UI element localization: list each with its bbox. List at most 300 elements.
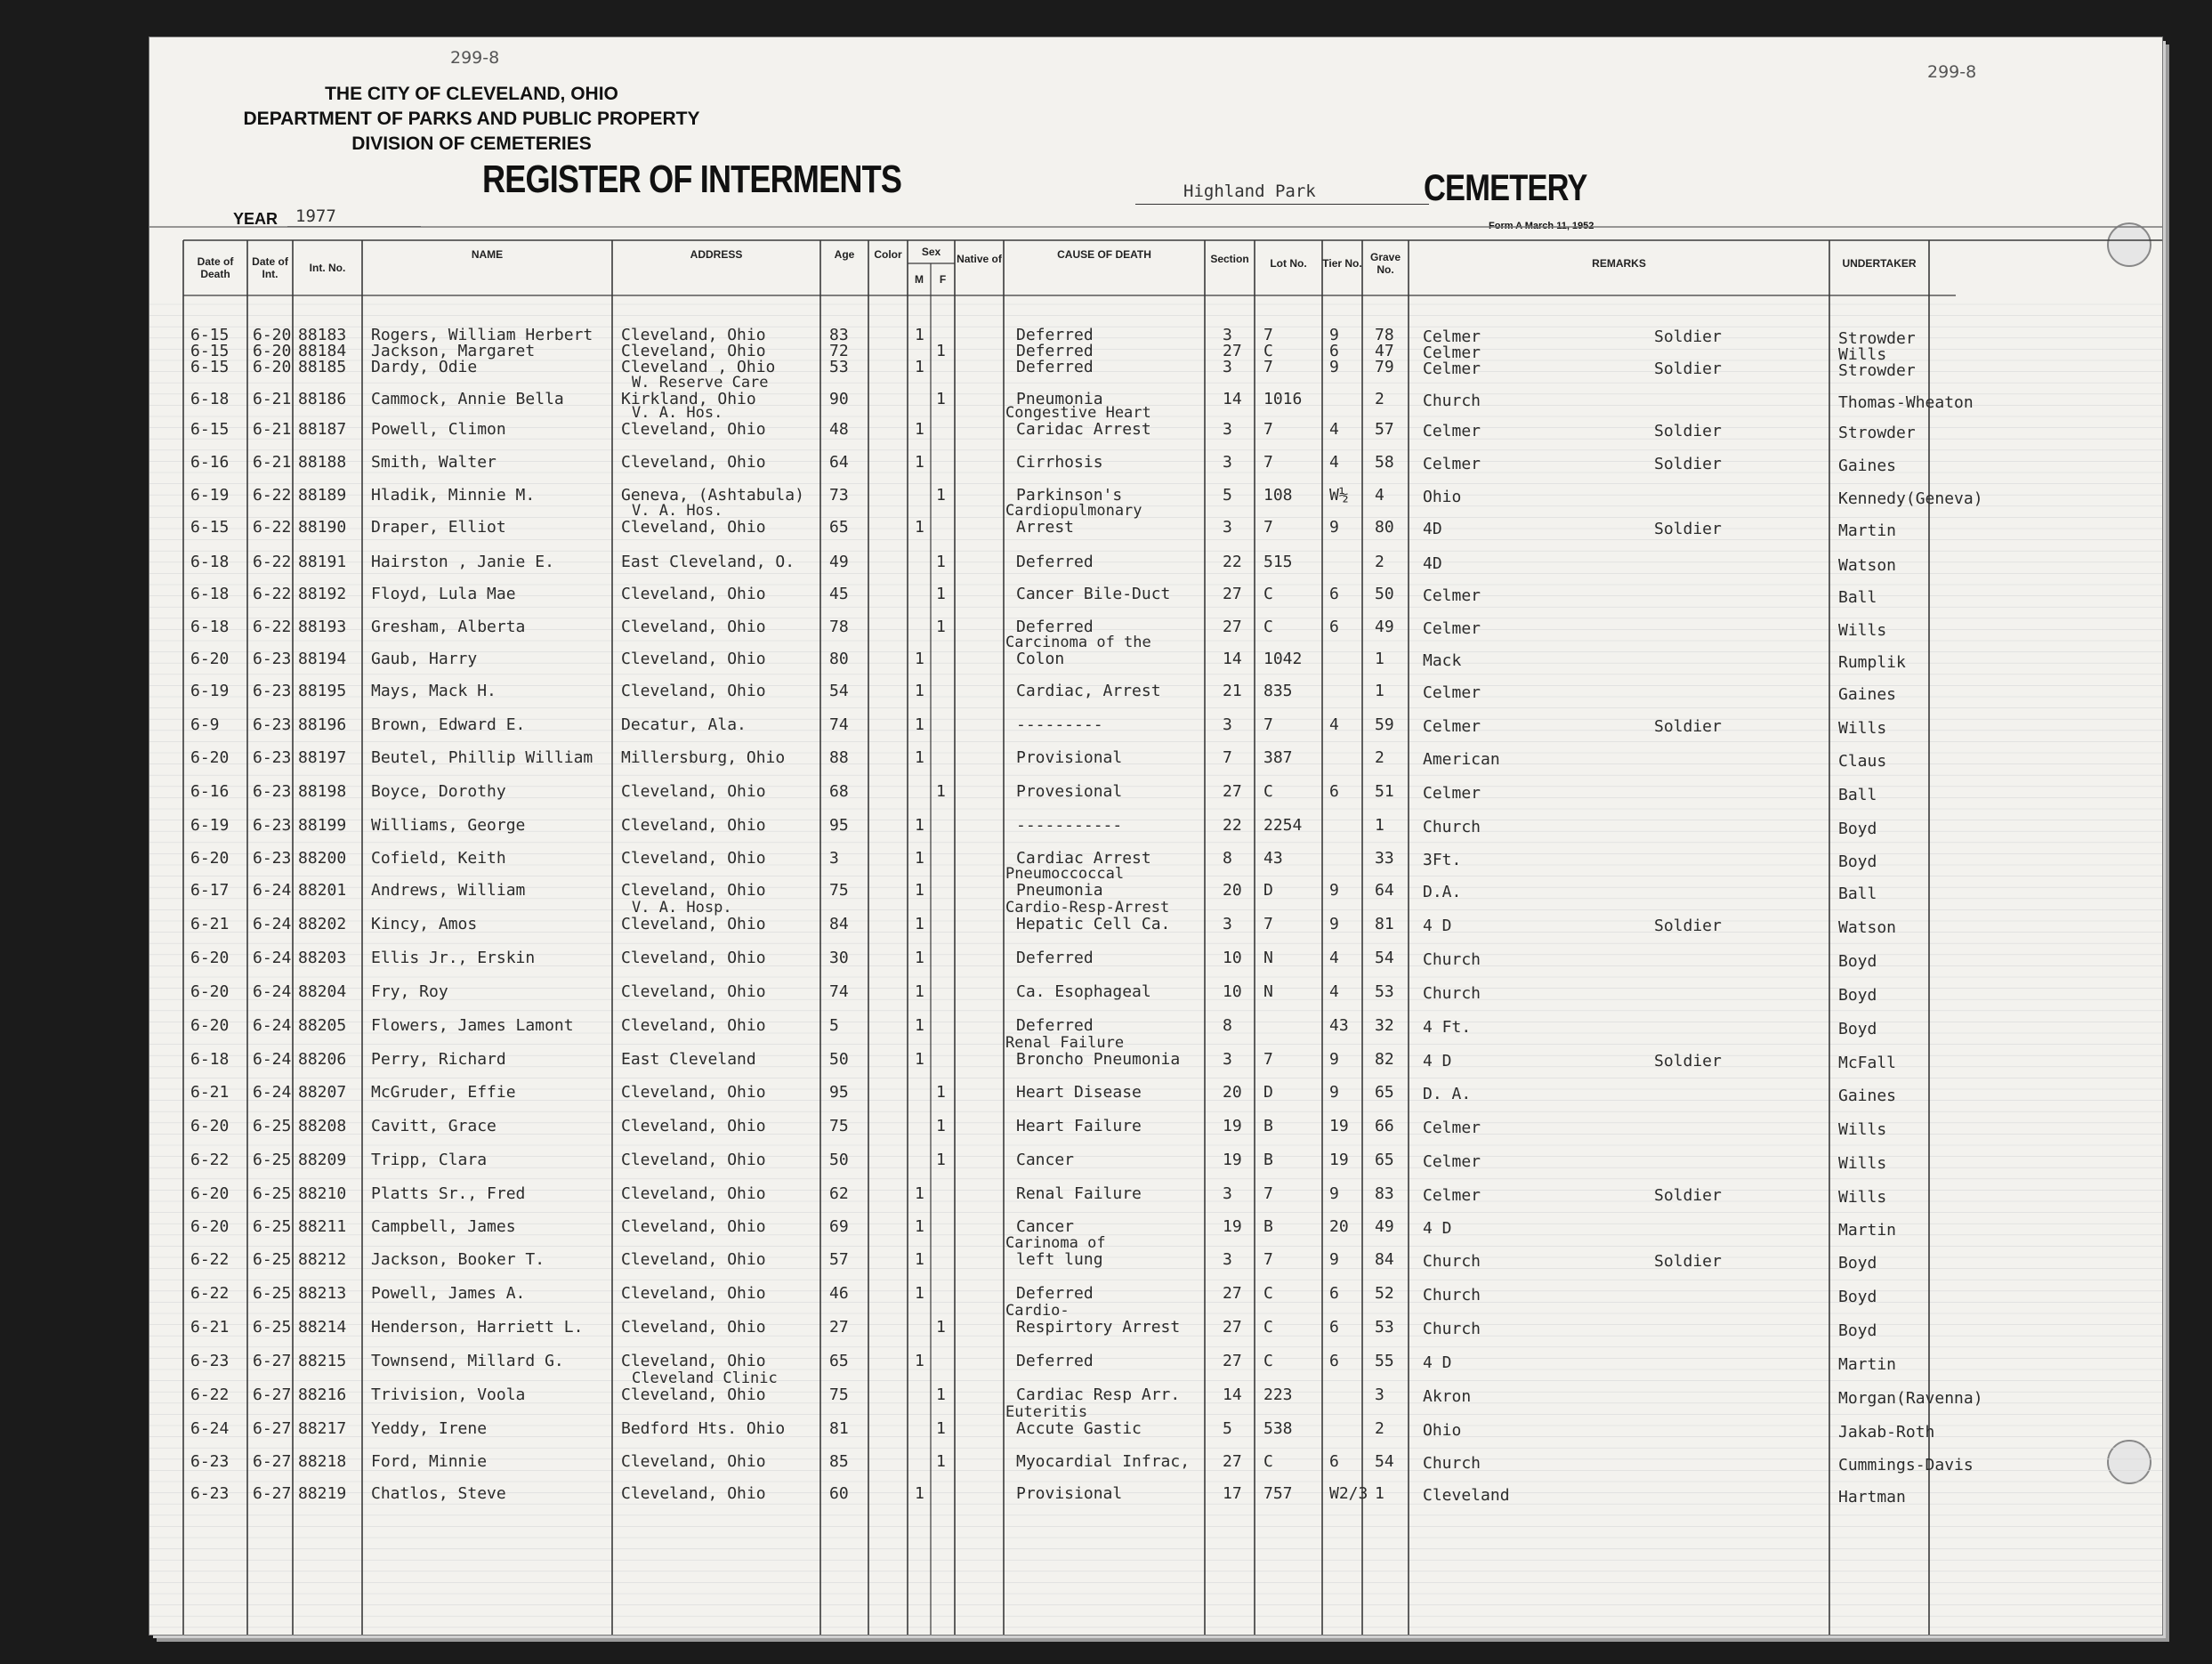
tier-number: 9 xyxy=(1329,1184,1339,1203)
date-of-death: 6-22 xyxy=(190,1250,230,1269)
remarks-location: Celmer xyxy=(1423,455,1481,473)
lot-number: N xyxy=(1263,982,1273,1001)
remarks-location: Mack xyxy=(1423,651,1462,670)
date-of-death: 6-21 xyxy=(190,1083,230,1102)
tier-number: 9 xyxy=(1329,1083,1339,1102)
remarks-location: Celmer xyxy=(1423,717,1481,736)
grave-number: 59 xyxy=(1375,715,1394,734)
cause-of-death: Ca. Esophageal xyxy=(1016,982,1151,1001)
date-of-death: 6-19 xyxy=(190,486,230,505)
deceased-name: Kincy, Amos xyxy=(371,915,478,933)
date-of-interment: 6-27 xyxy=(253,1452,292,1471)
remarks-soldier: Soldier xyxy=(1654,455,1722,473)
undertaker: Gaines xyxy=(1838,685,1897,704)
lot-number: 835 xyxy=(1263,682,1293,700)
header-date-of-interment: Date of Int. xyxy=(252,255,288,280)
undertaker: Boyd xyxy=(1838,952,1877,971)
date-of-death: 6-23 xyxy=(190,1352,230,1370)
sex-female-mark: 1 xyxy=(936,390,946,408)
cause-of-death: Cancer xyxy=(1016,1151,1075,1169)
remarks-location: 4 Ft. xyxy=(1423,1018,1472,1037)
grave-number: 49 xyxy=(1375,1217,1394,1236)
interment-number: 88192 xyxy=(298,585,347,603)
address: Cleveland, Ohio xyxy=(621,849,766,868)
section: 3 xyxy=(1223,1050,1232,1069)
undertaker: Martin xyxy=(1838,521,1897,540)
undertaker: Boyd xyxy=(1838,1321,1877,1340)
date-of-interment: 6-23 xyxy=(253,816,292,835)
address: Cleveland , Ohio xyxy=(621,358,776,376)
address: Cleveland, Ohio xyxy=(621,1284,766,1303)
date-of-death: 6-23 xyxy=(190,1484,230,1503)
cause-of-death: Renal Failure xyxy=(1016,1184,1142,1203)
header-lot-number: Lot No. xyxy=(1270,257,1307,270)
date-of-interment: 6-25 xyxy=(253,1184,292,1203)
cause-of-death: left lung xyxy=(1016,1250,1103,1269)
header-sex: Sex xyxy=(921,246,941,258)
grave-number: 57 xyxy=(1375,420,1394,439)
undertaker: Strowder xyxy=(1838,361,1916,380)
address: Geneva, (Ashtabula) xyxy=(621,486,804,505)
header-tier-number: Tier No. xyxy=(1322,257,1362,270)
date-of-interment: 6-24 xyxy=(253,881,292,900)
undertaker: Gaines xyxy=(1838,456,1897,475)
lot-number: 7 xyxy=(1263,915,1273,933)
undertaker: Cummings-Davis xyxy=(1838,1456,1974,1474)
date-of-interment: 6-21 xyxy=(253,390,292,408)
deceased-name: Townsend, Millard G. xyxy=(371,1352,564,1370)
sex-female-mark: 1 xyxy=(936,585,946,603)
deceased-name: Williams, George xyxy=(371,816,526,835)
cause-of-death: Respirtory Arrest xyxy=(1016,1318,1181,1337)
deceased-name: Henderson, Harriett L. xyxy=(371,1318,584,1337)
cause-of-death: Deferred xyxy=(1016,553,1094,571)
remarks-location: Celmer xyxy=(1423,422,1481,440)
date-of-interment: 6-24 xyxy=(253,915,292,933)
undertaker: Wills xyxy=(1838,1120,1887,1139)
deceased-name: Cammock, Annie Bella xyxy=(371,390,564,408)
remarks-soldier: Soldier xyxy=(1654,327,1722,346)
lot-number: 7 xyxy=(1263,420,1273,439)
undertaker: Wills xyxy=(1838,621,1887,640)
date-of-interment: 6-27 xyxy=(253,1352,292,1370)
date-of-death: 6-17 xyxy=(190,881,230,900)
section: 3 xyxy=(1223,1184,1232,1203)
date-of-death: 6-24 xyxy=(190,1419,230,1438)
undertaker: Claus xyxy=(1838,752,1887,771)
cause-of-death: Cardiac Arrest xyxy=(1016,849,1151,868)
age: 60 xyxy=(829,1484,849,1503)
grave-number: 65 xyxy=(1375,1151,1394,1169)
deceased-name: Gresham, Alberta xyxy=(371,618,526,636)
section: 19 xyxy=(1223,1117,1242,1135)
address-institution: V. A. Hos. xyxy=(632,502,723,520)
deceased-name: Andrews, William xyxy=(371,881,526,900)
date-of-death: 6-18 xyxy=(190,618,230,636)
address: Cleveland, Ohio xyxy=(621,1484,766,1503)
age: 74 xyxy=(829,715,849,734)
grave-number: 64 xyxy=(1375,881,1394,900)
undertaker: Wills xyxy=(1838,1154,1887,1173)
lot-number: 7 xyxy=(1263,1184,1273,1203)
sex-female-mark: 1 xyxy=(936,1318,946,1337)
deceased-name: Boyce, Dorothy xyxy=(371,782,506,801)
grave-number: 66 xyxy=(1375,1117,1394,1135)
cause-of-death: Caridac Arrest xyxy=(1016,420,1151,439)
interment-number: 88194 xyxy=(298,650,347,668)
undertaker: Wills xyxy=(1838,1188,1887,1207)
lot-number: 7 xyxy=(1263,518,1273,537)
undertaker: Rumplik xyxy=(1838,653,1906,672)
lot-number: D xyxy=(1263,1083,1273,1102)
date-of-interment: 6-20 xyxy=(253,358,292,376)
cause-of-death: Pneumonia xyxy=(1016,881,1103,900)
date-of-interment: 6-25 xyxy=(253,1284,292,1303)
interment-number: 88207 xyxy=(298,1083,347,1102)
remarks-location: Cleveland xyxy=(1423,1486,1510,1505)
deceased-name: Perry, Richard xyxy=(371,1050,506,1069)
interment-number: 88195 xyxy=(298,682,347,700)
cause-of-death: Cancer Bile-Duct xyxy=(1016,585,1171,603)
grave-number: 78 xyxy=(1375,326,1394,344)
remarks-location: Celmer xyxy=(1423,359,1481,378)
age: 69 xyxy=(829,1217,849,1236)
undertaker: Martin xyxy=(1838,1221,1897,1240)
deceased-name: McGruder, Effie xyxy=(371,1083,516,1102)
deceased-name: Brown, Edward E. xyxy=(371,715,526,734)
tier-number: 9 xyxy=(1329,358,1339,376)
sex-male-mark: 1 xyxy=(915,682,924,700)
remarks-location: American xyxy=(1423,750,1500,769)
lot-number: 7 xyxy=(1263,453,1273,472)
date-of-death: 6-19 xyxy=(190,816,230,835)
undertaker: Strowder xyxy=(1838,329,1916,348)
remarks-location: Church xyxy=(1423,984,1481,1003)
deceased-name: Rogers, William Herbert xyxy=(371,326,593,344)
address: Cleveland, Ohio xyxy=(621,1083,766,1102)
interment-number: 88183 xyxy=(298,326,347,344)
form-note: Form A March 11, 1952 xyxy=(1489,221,1594,231)
interment-number: 88210 xyxy=(298,1184,347,1203)
date-of-interment: 6-20 xyxy=(253,326,292,344)
interment-number: 88215 xyxy=(298,1352,347,1370)
age: 65 xyxy=(829,518,849,537)
department-heading: DEPARTMENT OF PARKS AND PUBLIC PROPERTY xyxy=(243,109,700,129)
cause-of-death: Accute Gastic xyxy=(1016,1419,1142,1438)
grave-number: 52 xyxy=(1375,1284,1394,1303)
sex-male-mark: 1 xyxy=(915,881,924,900)
remarks-location: Celmer xyxy=(1423,1119,1481,1137)
deceased-name: Smith, Walter xyxy=(371,453,496,472)
tier-number: 6 xyxy=(1329,618,1339,636)
sex-male-mark: 1 xyxy=(915,1484,924,1503)
remarks-soldier: Soldier xyxy=(1654,359,1722,378)
age: 75 xyxy=(829,1117,849,1135)
sex-male-mark: 1 xyxy=(915,358,924,376)
sex-female-mark: 1 xyxy=(936,342,946,360)
grave-number: 50 xyxy=(1375,585,1394,603)
date-of-death: 6-20 xyxy=(190,748,230,767)
section: 20 xyxy=(1223,1083,1242,1102)
tier-number: 4 xyxy=(1329,715,1339,734)
date-of-death: 6-9 xyxy=(190,715,220,734)
lot-number: C xyxy=(1263,1452,1273,1471)
date-of-death: 6-16 xyxy=(190,453,230,472)
section: 27 xyxy=(1223,618,1242,636)
cause-of-death: Broncho Pneumonia xyxy=(1016,1050,1181,1069)
header-grave-number: Grave No. xyxy=(1369,251,1401,276)
interment-number: 88214 xyxy=(298,1318,347,1337)
date-of-interment: 6-25 xyxy=(253,1217,292,1236)
date-of-interment: 6-23 xyxy=(253,782,292,801)
grave-number: 58 xyxy=(1375,453,1394,472)
deceased-name: Trivision, Voola xyxy=(371,1385,526,1404)
remarks-soldier: Soldier xyxy=(1654,717,1722,736)
remarks-location: D.A. xyxy=(1423,883,1462,901)
deceased-name: Jackson, Margaret xyxy=(371,342,536,360)
age: 80 xyxy=(829,650,849,668)
deceased-name: Gaub, Harry xyxy=(371,650,478,668)
section: 10 xyxy=(1223,949,1242,967)
undertaker: Ball xyxy=(1838,786,1877,804)
interment-number: 88189 xyxy=(298,486,347,505)
date-of-interment: 6-23 xyxy=(253,682,292,700)
section: 19 xyxy=(1223,1217,1242,1236)
sex-female-mark: 1 xyxy=(936,1117,946,1135)
age: 49 xyxy=(829,553,849,571)
lot-number: C xyxy=(1263,618,1273,636)
address: Cleveland, Ohio xyxy=(621,982,766,1001)
date-of-interment: 6-23 xyxy=(253,748,292,767)
cause-of-death-line1: Cardio- xyxy=(1005,1302,1070,1320)
interment-number: 88199 xyxy=(298,816,347,835)
undertaker: Ball xyxy=(1838,588,1877,607)
section: 19 xyxy=(1223,1151,1242,1169)
section: 3 xyxy=(1223,453,1232,472)
cause-of-death-line1: Euteritis xyxy=(1005,1403,1088,1421)
address: Cleveland, Ohio xyxy=(621,1016,766,1035)
cause-of-death-line1: Congestive Heart xyxy=(1005,404,1151,422)
address: Cleveland, Ohio xyxy=(621,585,766,603)
tier-number: W2/3 xyxy=(1329,1484,1368,1503)
sex-male-mark: 1 xyxy=(915,1184,924,1203)
lot-number: C xyxy=(1263,342,1273,360)
section: 27 xyxy=(1223,1284,1242,1303)
remarks-location: Celmer xyxy=(1423,683,1481,702)
age: 78 xyxy=(829,618,849,636)
address: Cleveland, Ohio xyxy=(621,342,766,360)
deceased-name: Cofield, Keith xyxy=(371,849,506,868)
undertaker: Hartman xyxy=(1838,1488,1906,1506)
section: 27 xyxy=(1223,1318,1242,1337)
remarks-location: Celmer xyxy=(1423,327,1481,346)
address: Cleveland, Ohio xyxy=(621,518,766,537)
remarks-location: Church xyxy=(1423,1320,1481,1338)
grave-number: 4 xyxy=(1375,486,1385,505)
interment-number: 88185 xyxy=(298,358,347,376)
date-of-interment: 6-24 xyxy=(253,1083,292,1102)
date-of-interment: 6-23 xyxy=(253,715,292,734)
address: Cleveland, Ohio xyxy=(621,1352,766,1370)
remarks-location: Church xyxy=(1423,1286,1481,1305)
grave-number: 2 xyxy=(1375,1419,1385,1438)
remarks-soldier: Soldier xyxy=(1654,422,1722,440)
section: 3 xyxy=(1223,518,1232,537)
date-of-death: 6-20 xyxy=(190,1117,230,1135)
address: East Cleveland, O. xyxy=(621,553,795,571)
tier-number: 6 xyxy=(1329,782,1339,801)
deceased-name: Floyd, Lula Mae xyxy=(371,585,516,603)
address: Cleveland, Ohio xyxy=(621,618,766,636)
section: 27 xyxy=(1223,1452,1242,1471)
date-of-interment: 6-20 xyxy=(253,342,292,360)
age: 50 xyxy=(829,1050,849,1069)
age: 46 xyxy=(829,1284,849,1303)
sex-male-mark: 1 xyxy=(915,1050,924,1069)
address-institution: Cleveland Clinic xyxy=(632,1369,778,1387)
lot-number: B xyxy=(1263,1217,1273,1236)
age: 81 xyxy=(829,1419,849,1438)
age: 3 xyxy=(829,849,839,868)
remarks-location: 4 D xyxy=(1423,917,1452,935)
age: 75 xyxy=(829,881,849,900)
grave-number: 32 xyxy=(1375,1016,1394,1035)
deceased-name: Jackson, Booker T. xyxy=(371,1250,545,1269)
sex-female-mark: 1 xyxy=(936,486,946,505)
undertaker: Gaines xyxy=(1838,1086,1897,1105)
lot-number: 1016 xyxy=(1263,390,1303,408)
undertaker: Boyd xyxy=(1838,986,1877,1005)
section: 3 xyxy=(1223,420,1232,439)
deceased-name: Campbell, James xyxy=(371,1217,516,1236)
date-of-death: 6-22 xyxy=(190,1385,230,1404)
lot-number: 7 xyxy=(1263,1250,1273,1269)
lot-number: 7 xyxy=(1263,1050,1273,1069)
date-of-interment: 6-22 xyxy=(253,486,292,505)
age: 64 xyxy=(829,453,849,472)
undertaker: Ball xyxy=(1838,885,1877,903)
date-of-death: 6-15 xyxy=(190,326,230,344)
grave-number: 53 xyxy=(1375,982,1394,1001)
date-of-death: 6-18 xyxy=(190,1050,230,1069)
cause-of-death: Deferred xyxy=(1016,1016,1094,1035)
age: 90 xyxy=(829,390,849,408)
sex-male-mark: 1 xyxy=(915,420,924,439)
sex-male-mark: 1 xyxy=(915,518,924,537)
age: 30 xyxy=(829,949,849,967)
date-of-interment: 6-25 xyxy=(253,1151,292,1169)
deceased-name: Powell, Climon xyxy=(371,420,506,439)
tier-number: 20 xyxy=(1329,1217,1349,1236)
sex-male-mark: 1 xyxy=(915,748,924,767)
deceased-name: Chatlos, Steve xyxy=(371,1484,506,1503)
lot-number: N xyxy=(1263,949,1273,967)
age: 95 xyxy=(829,1083,849,1102)
address: Decatur, Ala. xyxy=(621,715,747,734)
remarks-location: Church xyxy=(1423,1252,1481,1271)
tier-number: 19 xyxy=(1329,1117,1349,1135)
remarks-location: Celmer xyxy=(1423,1186,1481,1205)
section: 27 xyxy=(1223,1352,1242,1370)
address: Cleveland, Ohio xyxy=(621,949,766,967)
grave-number: 1 xyxy=(1375,650,1385,668)
sex-female-mark: 1 xyxy=(936,1419,946,1438)
sex-female-mark: 1 xyxy=(936,1452,946,1471)
sex-male-mark: 1 xyxy=(915,849,924,868)
date-of-death: 6-20 xyxy=(190,1016,230,1035)
interment-number: 88203 xyxy=(298,949,347,967)
lot-number: B xyxy=(1263,1117,1273,1135)
address: Cleveland, Ohio xyxy=(621,816,766,835)
page-ref-left: 299-8 xyxy=(450,48,500,68)
date-of-interment: 6-27 xyxy=(253,1484,292,1503)
remarks-location: D. A. xyxy=(1423,1085,1472,1103)
header-remarks: REMARKS xyxy=(1592,257,1646,270)
date-of-interment: 6-23 xyxy=(253,650,292,668)
cause-of-death-line1: Carinoma of xyxy=(1005,1234,1106,1252)
remarks-location: 4 D xyxy=(1423,1052,1452,1070)
date-of-death: 6-18 xyxy=(190,553,230,571)
age: 88 xyxy=(829,748,849,767)
date-of-death: 6-20 xyxy=(190,650,230,668)
sex-male-mark: 1 xyxy=(915,715,924,734)
division-heading: DIVISION OF CEMETERIES xyxy=(351,133,592,154)
age: 62 xyxy=(829,1184,849,1203)
section: 3 xyxy=(1223,326,1232,344)
tier-number: 43 xyxy=(1329,1016,1349,1035)
date-of-death: 6-18 xyxy=(190,390,230,408)
header-name: NAME xyxy=(471,248,504,261)
section: 21 xyxy=(1223,682,1242,700)
lot-number: 108 xyxy=(1263,486,1293,505)
date-of-death: 6-15 xyxy=(190,518,230,537)
undertaker: Boyd xyxy=(1838,852,1877,871)
address: Cleveland, Ohio xyxy=(621,1385,766,1404)
section: 3 xyxy=(1223,1250,1232,1269)
address: Cleveland, Ohio xyxy=(621,782,766,801)
grave-number: 81 xyxy=(1375,915,1394,933)
age: 54 xyxy=(829,682,849,700)
interment-number: 88197 xyxy=(298,748,347,767)
sex-male-mark: 1 xyxy=(915,1250,924,1269)
sex-male-mark: 1 xyxy=(915,1217,924,1236)
lot-number: 7 xyxy=(1263,326,1273,344)
interment-number: 88201 xyxy=(298,881,347,900)
date-of-death: 6-20 xyxy=(190,1217,230,1236)
grave-number: 51 xyxy=(1375,782,1394,801)
header-interment-number: Int. No. xyxy=(309,262,346,274)
sex-female-mark: 1 xyxy=(936,553,946,571)
grave-number: 80 xyxy=(1375,518,1394,537)
grave-number: 79 xyxy=(1375,358,1394,376)
undertaker: Boyd xyxy=(1838,1288,1877,1306)
age: 68 xyxy=(829,782,849,801)
sex-male-mark: 1 xyxy=(915,1284,924,1303)
address: Cleveland, Ohio xyxy=(621,1184,766,1203)
cause-of-death: Deferred xyxy=(1016,326,1094,344)
remarks-location: 4 D xyxy=(1423,1353,1452,1372)
sex-male-mark: 1 xyxy=(915,1352,924,1370)
address: Cleveland, Ohio xyxy=(621,1250,766,1269)
lot-number: 2254 xyxy=(1263,816,1303,835)
header-color: Color xyxy=(874,248,902,261)
remarks-soldier: Soldier xyxy=(1654,520,1722,538)
remarks-location: 4D xyxy=(1423,520,1442,538)
interment-number: 88188 xyxy=(298,453,347,472)
deceased-name: Mays, Mack H. xyxy=(371,682,496,700)
interment-number: 88202 xyxy=(298,915,347,933)
grave-number: 2 xyxy=(1375,390,1385,408)
